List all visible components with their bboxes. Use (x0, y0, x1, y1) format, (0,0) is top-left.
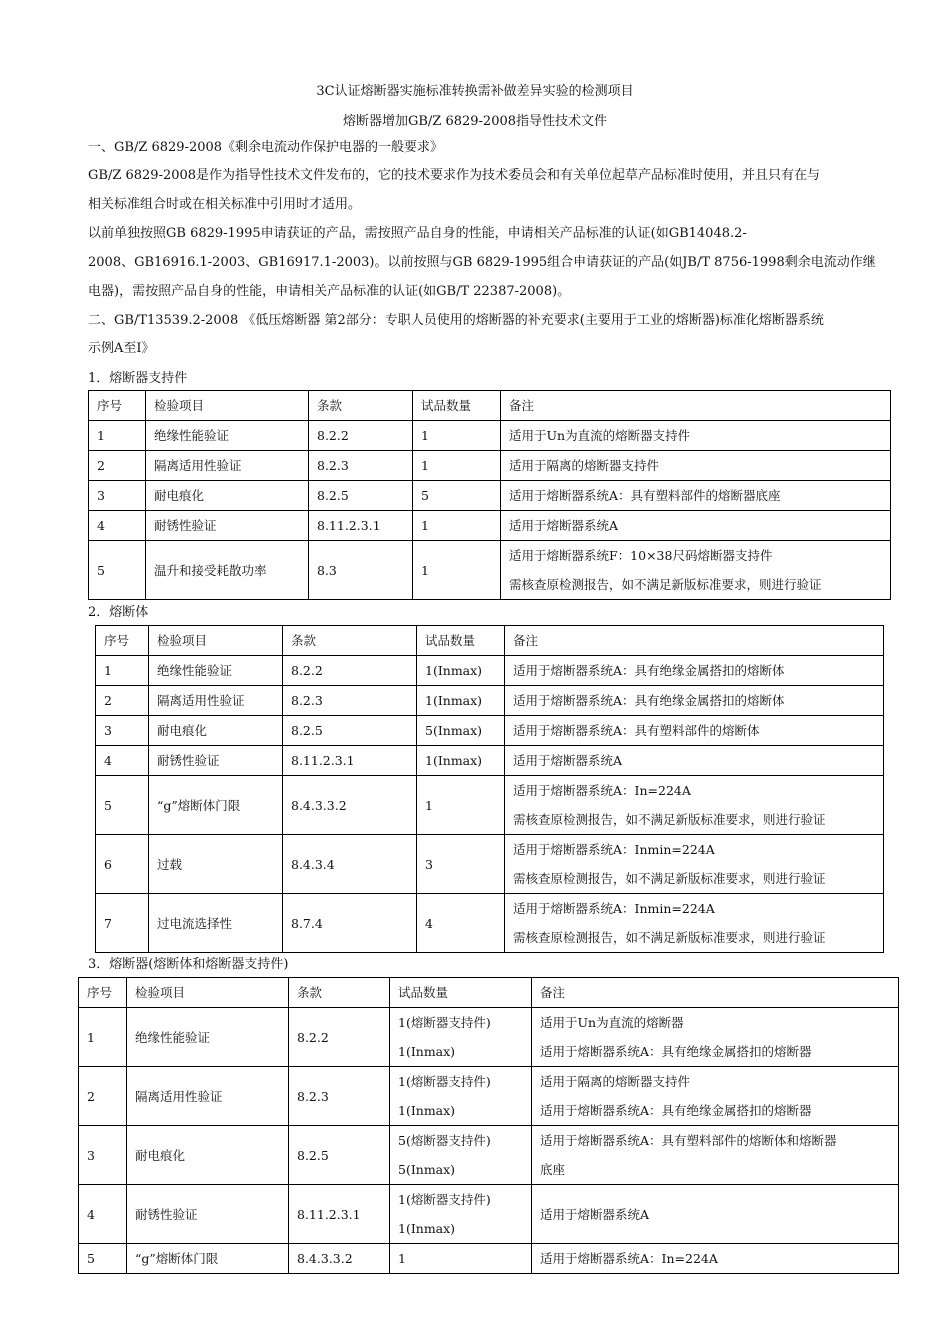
table-row (79, 1185, 899, 1244)
table-row (96, 835, 884, 894)
note-line-1: 适用于熔断器系统A：Inmin=224A (513, 842, 715, 857)
cell-no: 2 (89, 451, 146, 481)
table-row (96, 656, 884, 686)
cell-no: 3 (96, 716, 149, 746)
fuse-table (78, 977, 899, 1274)
cell-clause: 8.4.3.3.2 (289, 1244, 390, 1274)
cell-item: 耐锈性验证 (149, 746, 283, 776)
cell-item: 隔离适用性验证 (149, 686, 283, 716)
table-row (96, 686, 884, 716)
cell-clause: 8.2.3 (289, 1067, 390, 1126)
note-line-1: 适用于熔断器系统A：具有塑料部件的熔断体和熔断器 (540, 1133, 837, 1148)
cell-clause: 8.11.2.3.1 (309, 511, 413, 541)
cell-clause: 8.2.2 (309, 421, 413, 451)
header-qty: 试品数量 (413, 391, 501, 421)
note-line-1: 适用于Un为直流的熔断器 (540, 1015, 684, 1030)
note-line-2: 适用于熔断器系统A：具有绝缘金属搭扣的熔断器 (540, 1103, 812, 1118)
cell-clause: 8.11.2.3.1 (283, 746, 417, 776)
table-header-row (89, 391, 891, 421)
cell-item: 隔离适用性验证 (146, 451, 309, 481)
note-line-2: 底座 (540, 1162, 566, 1177)
qty-line-1: 1(熔断器支持件) (398, 1074, 491, 1089)
cell-note: 适用于Un为直流的熔断器支持件 (501, 421, 891, 451)
cell-item: 过载 (149, 835, 283, 894)
header-item: 检验项目 (146, 391, 309, 421)
table-row (79, 1008, 899, 1067)
qty-line-2: 5(Inmax) (398, 1162, 456, 1177)
support-table (88, 390, 891, 600)
header-note: 备注 (501, 391, 891, 421)
header-no: 序号 (89, 391, 146, 421)
note-line-1: 适用于隔离的熔断器支持件 (540, 1074, 691, 1089)
cell-clause: 8.3 (309, 541, 413, 600)
cell-no: 5 (89, 541, 146, 600)
paragraph-2-line-1: GB/Z 6829-2008是作为指导性技术文件发布的，它的技术要求作为技术委员会和有关单位起草产品标准时使用，并且只有在与 (88, 168, 821, 183)
cell-item: 耐电痕化 (146, 481, 309, 511)
cell-note (505, 835, 884, 894)
cell-note (505, 776, 884, 835)
cell-qty: 1 (390, 1244, 532, 1274)
cell-note: 适用于熔断器系统A：具有塑料部件的熔断体 (505, 716, 884, 746)
cell-item: “g”熔断体门限 (149, 776, 283, 835)
cell-note (501, 541, 891, 600)
cell-note: 适用于熔断器系统A (505, 746, 884, 776)
note-line-1: 适用于熔断器系统F：10×38尺码熔断器支持件 (509, 548, 773, 563)
note-line-2: 适用于熔断器系统A：具有绝缘金属搭扣的熔断器 (540, 1044, 812, 1059)
cell-qty: 3 (417, 835, 505, 894)
note-line-1: 适用于熔断器系统A：In=224A (513, 783, 691, 798)
cell-qty: 4 (417, 894, 505, 953)
header-qty: 试品数量 (390, 978, 532, 1008)
table-header-row (79, 978, 899, 1008)
cell-qty: 1(Inmax) (417, 686, 505, 716)
note-line-2: 需核查原检测报告，如不满足新版标准要求，则进行验证 (513, 812, 826, 827)
cell-clause: 8.2.5 (283, 716, 417, 746)
paragraph-4-line-2: 示例A至I》 (88, 341, 155, 356)
cell-qty: 1 (417, 776, 505, 835)
cell-qty: 1 (413, 511, 501, 541)
cell-clause: 8.2.3 (283, 686, 417, 716)
cell-item: 绝缘性能验证 (149, 656, 283, 686)
table-row (79, 1067, 899, 1126)
cell-no: 1 (79, 1008, 127, 1067)
header-no: 序号 (79, 978, 127, 1008)
cell-clause: 8.7.4 (283, 894, 417, 953)
table-row (79, 1244, 899, 1274)
qty-line-1: 5(熔断器支持件) (398, 1133, 491, 1148)
header-qty: 试品数量 (417, 626, 505, 656)
cell-clause: 8.4.3.3.2 (283, 776, 417, 835)
cell-item: 过电流选择性 (149, 894, 283, 953)
table-row (89, 511, 891, 541)
cell-item: 隔离适用性验证 (127, 1067, 289, 1126)
document-title: 3C认证熔断器实施标准转换需补做差异实验的检测项目 (316, 84, 634, 99)
cell-qty (390, 1185, 532, 1244)
cell-note: 适用于熔断器系统A：具有塑料部件的熔断器底座 (501, 481, 891, 511)
table-row (96, 746, 884, 776)
cell-no: 4 (89, 511, 146, 541)
cell-no: 5 (79, 1244, 127, 1274)
table-row (96, 894, 884, 953)
paragraph-3-line-3: 电器)，需按照产品自身的性能，申请相关产品标准的认证(如GB/T 22387-2008)。 (88, 284, 571, 299)
header-clause: 条款 (309, 391, 413, 421)
document-subtitle: 熔断器增加GB/Z 6829-2008指导性技术文件 (342, 114, 608, 129)
paragraph-2-line-2: 相关标准组合时或在相关标准中引用时才适用。 (88, 197, 362, 212)
cell-clause: 8.2.5 (289, 1126, 390, 1185)
paragraph-1: 一、GB/Z 6829-2008《剩余电流动作保护电器的一般要求》 (88, 140, 444, 155)
cell-item: “g”熔断体门限 (127, 1244, 289, 1274)
cell-no: 2 (96, 686, 149, 716)
cell-note: 适用于熔断器系统A (532, 1185, 899, 1244)
cell-no: 1 (89, 421, 146, 451)
cell-qty: 1(Inmax) (417, 656, 505, 686)
cell-qty: 1 (413, 451, 501, 481)
cell-note (505, 894, 884, 953)
cell-qty (390, 1067, 532, 1126)
table-row (79, 1126, 899, 1185)
cell-note (532, 1126, 899, 1185)
cell-no: 7 (96, 894, 149, 953)
cell-note (532, 1067, 899, 1126)
cell-clause: 8.2.5 (309, 481, 413, 511)
cell-clause: 8.2.3 (309, 451, 413, 481)
cell-note: 适用于隔离的熔断器支持件 (501, 451, 891, 481)
header-clause: 条款 (283, 626, 417, 656)
table-row (89, 541, 891, 600)
cell-note: 适用于熔断器系统A：In=224A (532, 1244, 899, 1274)
qty-line-2: 1(Inmax) (398, 1221, 456, 1236)
cell-qty: 1(Inmax) (417, 746, 505, 776)
cell-item: 绝缘性能验证 (127, 1008, 289, 1067)
table-row (96, 776, 884, 835)
cell-item: 绝缘性能验证 (146, 421, 309, 451)
cell-clause: 8.2.2 (289, 1008, 390, 1067)
cell-clause: 8.2.2 (283, 656, 417, 686)
cell-qty: 5(Inmax) (417, 716, 505, 746)
cell-no: 5 (96, 776, 149, 835)
section-2-title: 2．熔断体 (88, 605, 149, 620)
cell-no: 3 (89, 481, 146, 511)
cell-item: 耐电痕化 (149, 716, 283, 746)
cell-clause: 8.4.3.4 (283, 835, 417, 894)
cell-no: 4 (79, 1185, 127, 1244)
note-line-2: 需核查原检测报告，如不满足新版标准要求，则进行验证 (513, 930, 826, 945)
cell-note: 适用于熔断器系统A：具有绝缘金属搭扣的熔断体 (505, 686, 884, 716)
cell-no: 2 (79, 1067, 127, 1126)
header-item: 检验项目 (127, 978, 289, 1008)
paragraph-4-line-1: 二、GB/T13539.2-2008 《低压熔断器 第2部分：专职人员使用的熔断器的补充要求(主要用于工业的熔断器)标准化熔断器系统 (88, 313, 824, 328)
note-line-2: 需核查原检测报告，如不满足新版标准要求，则进行验证 (509, 577, 822, 592)
cell-qty (390, 1126, 532, 1185)
cell-note (532, 1008, 899, 1067)
cell-qty: 1 (413, 541, 501, 600)
cell-item: 耐锈性验证 (127, 1185, 289, 1244)
cell-note: 适用于熔断器系统A (501, 511, 891, 541)
header-item: 检验项目 (149, 626, 283, 656)
note-line-2: 需核查原检测报告，如不满足新版标准要求，则进行验证 (513, 871, 826, 886)
cell-no: 3 (79, 1126, 127, 1185)
header-note: 备注 (532, 978, 899, 1008)
cell-item: 温升和接受耗散功率 (146, 541, 309, 600)
qty-line-2: 1(Inmax) (398, 1103, 456, 1118)
qty-line-1: 1(熔断器支持件) (398, 1192, 491, 1207)
header-note: 备注 (505, 626, 884, 656)
cell-clause: 8.11.2.3.1 (289, 1185, 390, 1244)
cell-no: 1 (96, 656, 149, 686)
section-1-title: 1．熔断器支持件 (88, 371, 188, 386)
table-row (89, 421, 891, 451)
section-3-title: 3．熔断器(熔断体和熔断器支持件) (88, 957, 289, 972)
table-row (89, 481, 891, 511)
cell-item: 耐电痕化 (127, 1126, 289, 1185)
cell-item: 耐锈性验证 (146, 511, 309, 541)
note-line-1: 适用于熔断器系统A：Inmin=224A (513, 901, 715, 916)
table-row (96, 716, 884, 746)
cell-qty (390, 1008, 532, 1067)
cell-qty: 1 (413, 421, 501, 451)
paragraph-3-line-2: 2008、GB16916.1-2003、GB16917.1-2003)。以前按照与GB 6829-1995组合申请获证的产品(如JB/T 8756-1998剩余电流动作继 (88, 255, 876, 270)
table-row (89, 451, 891, 481)
cell-no: 6 (96, 835, 149, 894)
fuse-link-table (95, 625, 884, 953)
cell-note: 适用于熔断器系统A：具有绝缘金属搭扣的熔断体 (505, 656, 884, 686)
header-no: 序号 (96, 626, 149, 656)
cell-no: 4 (96, 746, 149, 776)
qty-line-2: 1(Inmax) (398, 1044, 456, 1059)
qty-line-1: 1(熔断器支持件) (398, 1015, 491, 1030)
table-header-row (96, 626, 884, 656)
header-clause: 条款 (289, 978, 390, 1008)
cell-qty: 5 (413, 481, 501, 511)
paragraph-3-line-1: 以前单独按照GB 6829-1995申请获证的产品，需按照产品自身的性能，申请相关产品标准的认证(如GB14048.2- (88, 226, 747, 241)
